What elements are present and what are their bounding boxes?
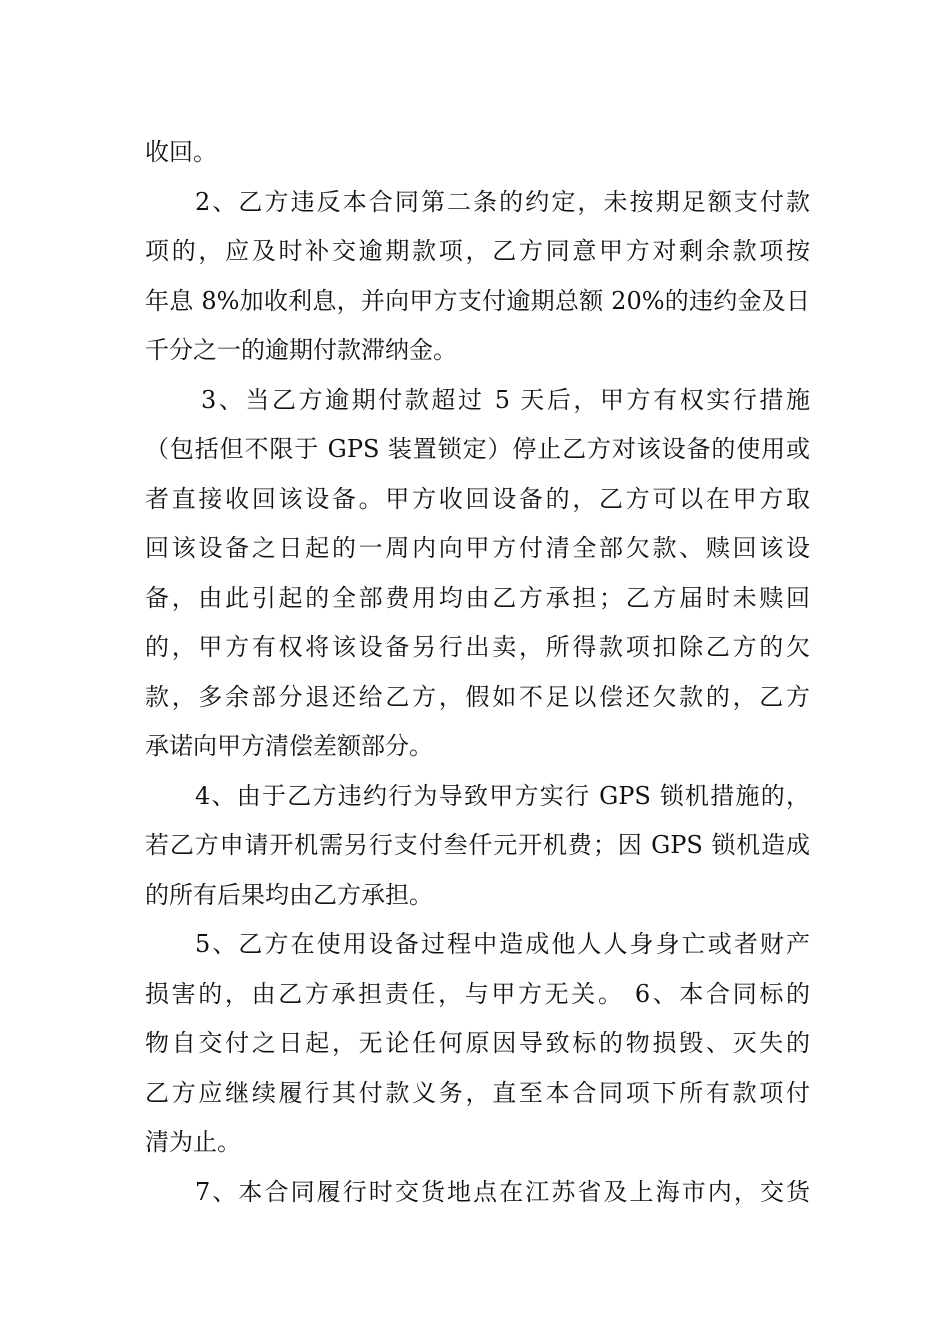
text-line: 乙方应继续履行其付款义务，直至本合同项下所有款项付: [145, 1078, 810, 1107]
text-line: 2、乙方违反本合同第二条的约定，未按期足额支付款: [195, 187, 810, 216]
text-line: 回该设备之日起的一周内向甲方付清全部欠款、赎回该设: [145, 534, 810, 562]
text-line: 承诺向甲方清偿差额部分。: [145, 732, 433, 760]
text-line: 3、当乙方逾期付款超过 5 天后，甲方有权实行措施: [201, 385, 810, 414]
text-line: 年息 8%加收利息，并向甲方支付逾期总额 20%的违约金及日: [145, 286, 810, 315]
text-line: 清为止。: [145, 1128, 241, 1156]
text-line: 损害的，由乙方承担责任，与甲方无关。 6、本合同标的: [145, 979, 810, 1008]
text-line: 备，由此引起的全部费用均由乙方承担；乙方届时未赎回: [145, 583, 810, 612]
text-line: 物自交付之日起，无论任何原因导致标的物损毁、灭失的: [145, 1029, 810, 1057]
text-line: 5、乙方在使用设备过程中造成他人人身身亡或者财产: [195, 930, 810, 958]
text-line: 千分之一的逾期付款滞纳金。: [145, 336, 457, 364]
text-line: 7、本合同履行时交货地点在江苏省及上海市内，交货: [195, 1177, 810, 1206]
text-line: 若乙方申请开机需另行支付叁仟元开机费；因 GPS 锁机造成: [145, 831, 810, 859]
text-line: 项的，应及时补交逾期款项，乙方同意甲方对剩余款项按: [145, 237, 810, 265]
text-line: 收回。: [145, 138, 217, 166]
text-line: 的所有后果均由乙方承担。: [145, 880, 433, 909]
text-line: 者直接收回该设备。甲方收回设备的，乙方可以在甲方取: [145, 484, 810, 513]
text-line: （包括但不限于 GPS 装置锁定）停止乙方对该设备的使用或: [145, 435, 810, 463]
text-line: 4、由于乙方违约行为导致甲方实行 GPS 锁机措施的，: [195, 781, 810, 810]
text-line: 款，多余部分退还给乙方，假如不足以偿还欠款的，乙方: [145, 682, 810, 711]
text-line: 的，甲方有权将该设备另行出卖，所得款项扣除乙方的欠: [145, 633, 810, 661]
document-body: [145, 128, 810, 1217]
